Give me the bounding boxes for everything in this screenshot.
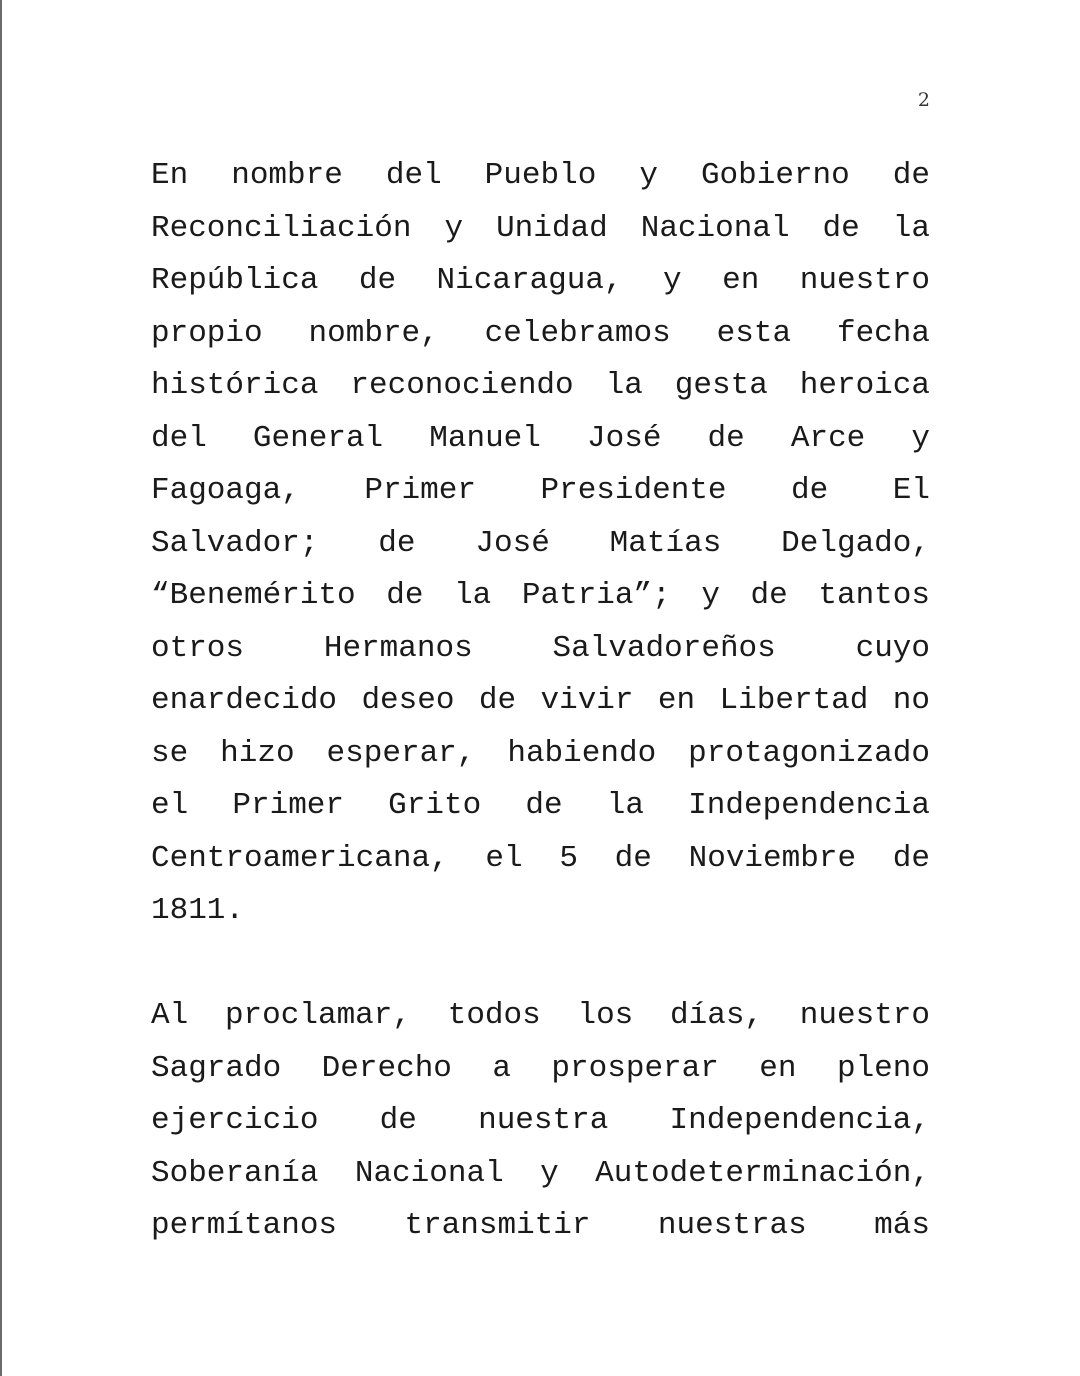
page-edge-border [0, 0, 2, 1376]
paragraph-1: En nombre del Pueblo y Gobierno de Reconciliación y Unidad Nacional de la República de Nicaragua, y en nuestro propio nombre, celebramos esta fecha histórica reconociendo la gesta heroica del General Manuel José de Arce y Fagoaga, Primer Presidente de El Salvador; de José Matías Delgado, “Benemérito de la Patria”; y de tantos otros Hermanos Salvadoreños cuyo enardecido deseo de vivir en Libertad no se hizo esperar, habiendo protagonizado el Primer Grito de la Independencia Centroamericana, el 5 de Noviembre de 1811. [151, 158, 930, 928]
paragraph-2: Al proclamar, todos los días, nuestro Sagrado Derecho a prosperar en pleno ejercicio de nuestra Independencia, Soberanía Nacional y Autodeterminación, permítanos transmitir nuestras más [151, 998, 930, 1243]
page-number: 2 [917, 89, 930, 111]
document-body [151, 150, 930, 1253]
